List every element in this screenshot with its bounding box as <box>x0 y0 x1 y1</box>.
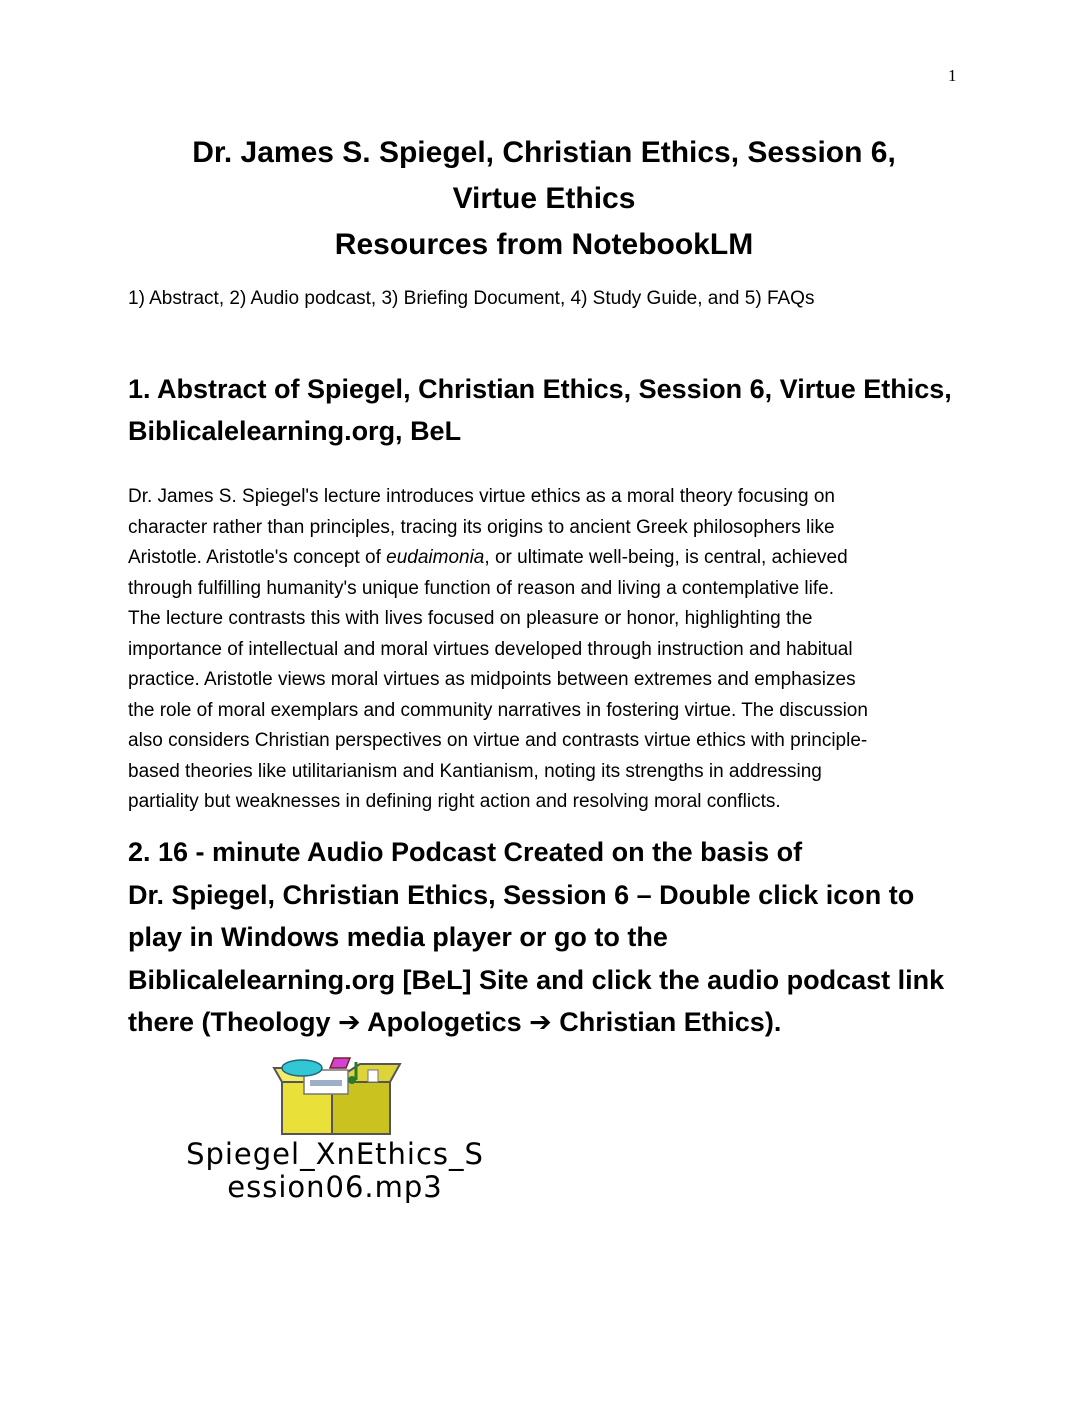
audio-file-name[interactable] <box>120 1138 550 1204</box>
abstract-emphasis: eudaimonia <box>386 547 485 568</box>
nav-path-text: Christian Ethics). <box>551 1007 782 1037</box>
abstract-text: , or ultimate well-being, is central, achieved <box>484 547 848 568</box>
page-number: 1 <box>948 66 957 85</box>
abstract-line <box>128 543 988 574</box>
section2-heading-line-2: Dr. Spiegel, Christian Ethics, Session 6 – Double click icon to <box>128 879 915 910</box>
section2-heading-line-3: play in Windows media player or go to the <box>128 922 668 952</box>
abstract-text: Aristotle. Aristotle's concept of <box>128 547 387 568</box>
audio-file-name-line-2: ession06.mp3 <box>227 1170 443 1204</box>
abstract-line: based theories like utilitarianism and Kantianism, noting its strengths in addressing <box>128 760 822 782</box>
section1-heading-line-2: Biblicalelearning.org, BeL <box>128 416 462 446</box>
abstract-line: also considers Christian perspectives on virtue and contrasts virtue ethics with principle- <box>128 730 868 751</box>
section2-heading-line-1: 2. 16 - minute Audio Podcast Created on the basis of <box>128 837 803 867</box>
section1-heading-line-1: 1. Abstract of Spiegel, Christian Ethics, Session 6, Virtue Ethics, <box>128 374 952 404</box>
abstract-paragraph <box>128 482 988 818</box>
package-icon[interactable] <box>272 1056 404 1140</box>
abstract-line: character rather than principles, tracing its origins to ancient Greek philosophers like <box>128 516 835 538</box>
title-line-3: Resources from NotebookLM <box>334 228 754 261</box>
abstract-line: through fulfilling humanity's unique function of reason and living a contemplative life. <box>128 577 834 599</box>
abstract-line: partiality but weaknesses in defining right action and resolving moral conflicts. <box>128 791 781 812</box>
abstract-line: practice. Aristotle views moral virtues as midpoints between extremes and emphasizes <box>128 669 856 690</box>
title-line-2: Virtue Ethics <box>452 182 636 215</box>
nav-path-text: Apologetics <box>360 1007 530 1037</box>
audio-file-name-line-1: Spiegel_XnEthics_S <box>186 1137 484 1171</box>
section2-heading-line-4: Biblicalelearning.org [BeL] Site and click the audio podcast link <box>128 964 945 995</box>
section2-heading-line-5 <box>128 1001 988 1044</box>
section2-heading <box>128 831 988 1044</box>
title-line-1: Dr. James S. Spiegel, Christian Ethics, Session 6, <box>192 136 896 169</box>
abstract-line: the role of moral exemplars and community narratives in fostering virtue. The discussion <box>128 699 868 721</box>
nav-path-text: there (Theology <box>128 1007 339 1037</box>
arrow-right-icon: ➔ <box>338 1007 361 1037</box>
abstract-line: The lecture contrasts this with lives focused on pleasure or honor, highlighting the <box>128 608 813 629</box>
arrow-right-icon: ➔ <box>529 1007 552 1037</box>
abstract-line: Dr. James S. Spiegel's lecture introduces virtue ethics as a moral theory focusing on <box>128 486 835 507</box>
abstract-line: importance of intellectual and moral virtues developed through instruction and habitual <box>128 638 853 660</box>
section1-heading <box>128 368 988 452</box>
contents-line: 1) Abstract, 2) Audio podcast, 3) Briefing Document, 4) Study Guide, and 5) FAQs <box>128 288 815 309</box>
document-title <box>100 130 988 268</box>
